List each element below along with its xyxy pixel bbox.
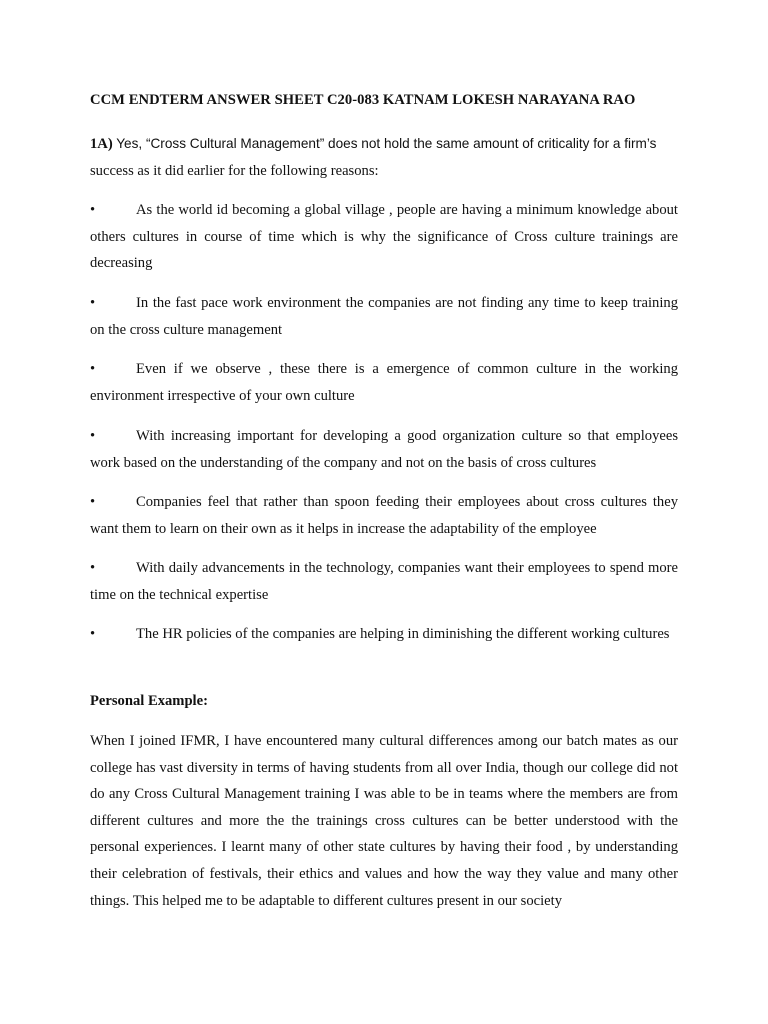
list-item-text: As the world id becoming a global village , people are having a minimum knowledge about others cultures in course of time which is why the significance of Cross culture trainings are decreasing <box>90 202 678 272</box>
list-item-text: With increasing important for developing a good organization culture so that employees work based on the understanding of the company and not on the basis of cross cultures <box>90 428 678 471</box>
bullet-icon: • <box>90 361 96 377</box>
list-item <box>90 621 678 648</box>
list-item <box>90 197 678 277</box>
list-item <box>90 489 678 542</box>
question-intro-text: Yes, “Cross Cultural Management” does not hold the same amount of criticality for a firm’s <box>112 136 657 151</box>
bullet-icon: • <box>90 560 96 576</box>
bullet-icon: • <box>90 202 96 218</box>
list-item <box>90 290 678 343</box>
question-label: 1A) <box>90 136 113 152</box>
section-heading: Personal Example: <box>90 693 208 709</box>
bullet-icon: • <box>90 428 96 444</box>
personal-paragraph: When I joined IFMR, I have encountered many cultural differences among our batch mates as our college has vast diversity in terms of having students from all over India, though our college did not do any Cross Cultural Management training I was able to be in teams where the members are from different cultures and more the the trainings cross cultures can be better understood with the personal experiences. I learnt many of other state cultures by having their food , by understanding their celebration of festivals, their ethics and values and how the way they value and many other things. This helped me to be adaptable to different cultures present in our society <box>90 733 678 909</box>
list-item-text: Even if we observe , these there is a emergence of common culture in the working environment irrespective of your own culture <box>90 361 678 404</box>
list-item <box>90 356 678 409</box>
bullet-icon: • <box>90 295 96 311</box>
list-item <box>90 555 678 608</box>
list-item <box>90 423 678 476</box>
question-intro-line2: success as it did earlier for the following reasons: <box>90 162 379 179</box>
bullet-icon: • <box>90 494 96 510</box>
list-item-text: The HR policies of the companies are helping in diminishing the different working cultures <box>136 626 670 642</box>
bullet-icon: • <box>90 626 96 642</box>
question-intro <box>90 131 678 184</box>
list-item-text: In the fast pace work environment the companies are not finding any time to keep training on the cross culture management <box>90 295 678 338</box>
list-item-text: Companies feel that rather than spoon feeding their employees about cross cultures they want them to learn on their own as it helps in increase the adaptability of the employee <box>90 494 678 537</box>
document-title: CCM ENDTERM ANSWER SHEET C20-083 KATNAM LOKESH NARAYANA RAO <box>90 92 636 108</box>
list-item-text: With daily advancements in the technology, companies want their employees to spend more time on the technical expertise <box>90 560 678 603</box>
